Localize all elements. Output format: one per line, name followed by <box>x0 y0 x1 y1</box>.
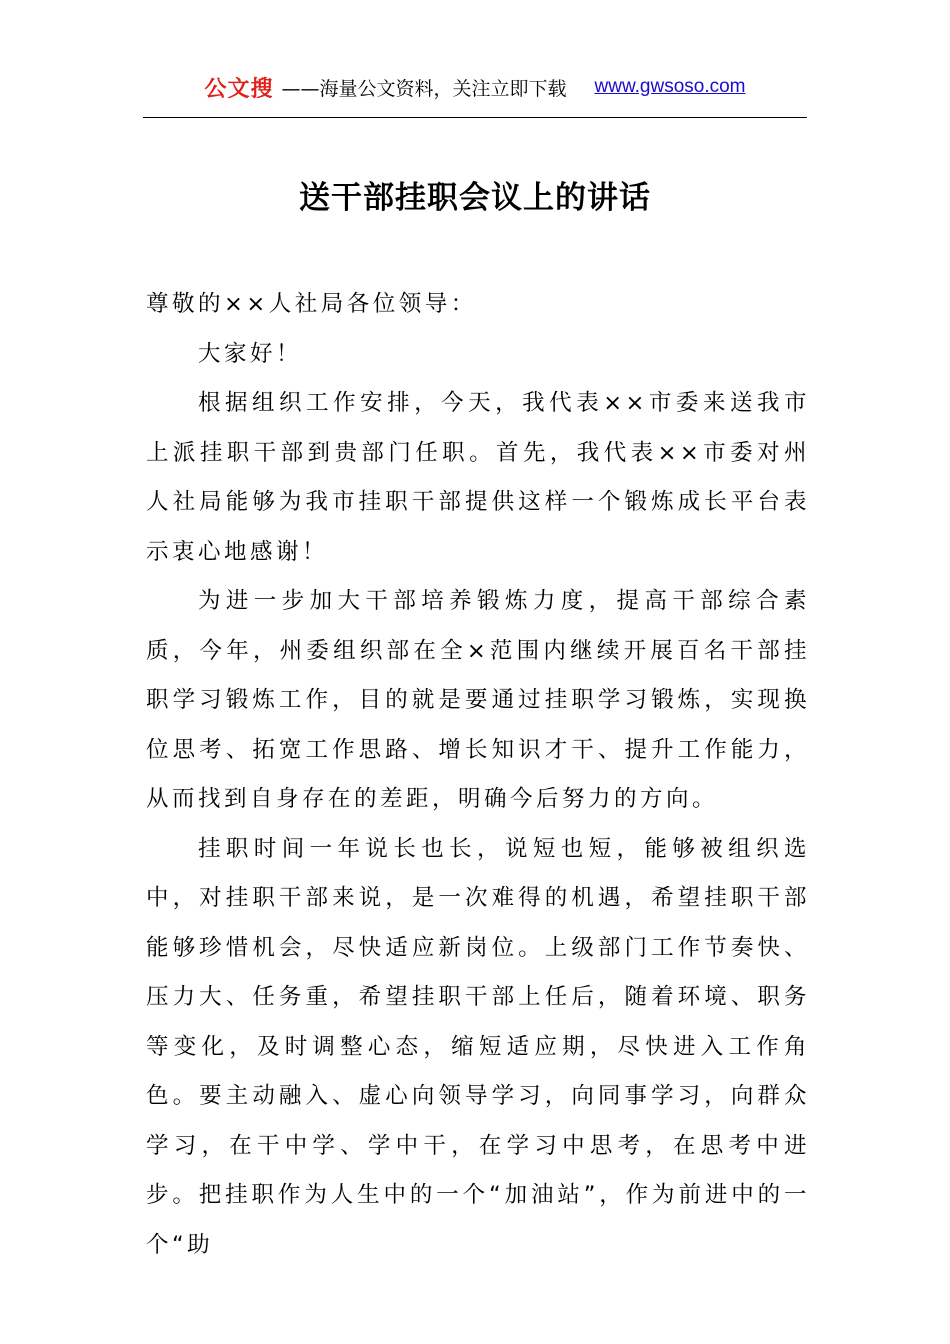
paragraph: 大家好！ <box>198 340 303 367</box>
paragraph: 为进一步加大干部培养锻炼力度，提高干部综合素质，今年，州委组织部在全×范围内继续开展百名干部挂职学习锻炼工作，目的就是要通过挂职学习锻炼，实现换位思考、拓宽工作思路、增长知识才干、提升工作能力，从而找到自身存在的差距，明确今后努力的方向。 <box>146 588 810 812</box>
header-slogan: ——海量公文资料，关注立即下载 <box>281 77 567 100</box>
paragraph: 根据组织工作安排，今天，我代表××市委来送我市上派挂职干部到贵部门任职。首先，我代表××市委对州人社局能够为我市挂职干部提供这样一个锻炼成长平台表示衷心地感谢！ <box>146 390 810 565</box>
website-link[interactable]: www.gwsoso.com <box>594 76 746 97</box>
header-divider <box>143 117 807 118</box>
document-title: 送干部挂职会议上的讲话 <box>299 180 651 216</box>
page-header <box>0 70 950 104</box>
paragraph: 挂职时间一年说长也长，说短也短，能够被组织选中，对挂职干部来说，是一次难得的机遇，希望挂职干部能够珍惜机会，尽快适应新岗位。上级部门工作节奏快、压力大、任务重，希望挂职干部上任后，随着环境、职务等变化，及时调整心态，缩短适应期，尽快进入工作角色。要主动融入、虚心向领导学习，向同事学习，向群众学习，在干中学、学中干，在学习中思考，在思考中进步。把挂职作为人生中的一个“加油站”，作为前进中的一个“助 <box>146 835 810 1258</box>
brand-logo: 公文搜 <box>204 76 274 102</box>
document-body <box>146 280 810 1270</box>
salutation: 尊敬的××人社局各位领导： <box>146 291 477 317</box>
